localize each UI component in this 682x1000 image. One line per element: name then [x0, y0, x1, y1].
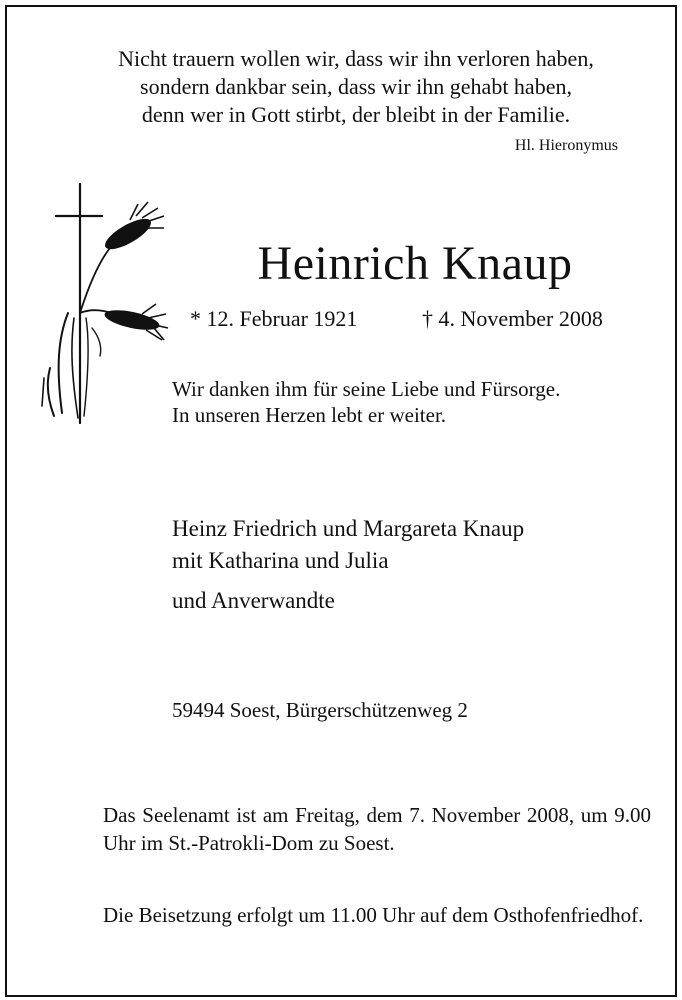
quote-line: Nicht trauern wollen wir, dass wir ihn verloren haben,	[118, 46, 594, 71]
deceased-name: Heinrich Knaup	[257, 237, 573, 290]
family-address: 59494 Soest, Bürgerschützenweg 2	[172, 698, 468, 722]
thanks-line: In unseren Herzen lebt er weiter.	[172, 403, 447, 427]
burial-info: Die Beisetzung erfolgt um 11.00 Uhr auf dem Osthofenfriedhof.	[103, 903, 644, 927]
opening-quote	[60, 45, 652, 129]
birth-date: * 12. Februar 1921	[190, 306, 358, 331]
mourner-line: und Anverwandte	[172, 588, 335, 613]
death-date: † 4. November 2008	[422, 306, 603, 331]
mourners-list	[172, 513, 524, 617]
thanks-text	[172, 376, 560, 428]
cross-with-wheat-icon	[30, 178, 170, 428]
quote-line: denn wer in Gott stirbt, der bleibt in der Familie.	[141, 102, 571, 127]
quote-author: Hl. Hieronymus	[514, 137, 618, 154]
quote-line: sondern dankbar sein, dass wir ihn gehabt haben,	[140, 74, 572, 99]
mourner-line: Heinz Friedrich und Margareta Knaup	[172, 516, 525, 541]
thanks-line: Wir danken ihm für seine Liebe und Fürsorge.	[172, 377, 561, 401]
requiem-info: Das Seelenamt ist am Freitag, dem 7. November 2008, um 9.00 Uhr im St.-Patrokli-Dom zu Soest.	[103, 803, 651, 855]
mourner-line: mit Katharina und Julia	[172, 548, 389, 573]
